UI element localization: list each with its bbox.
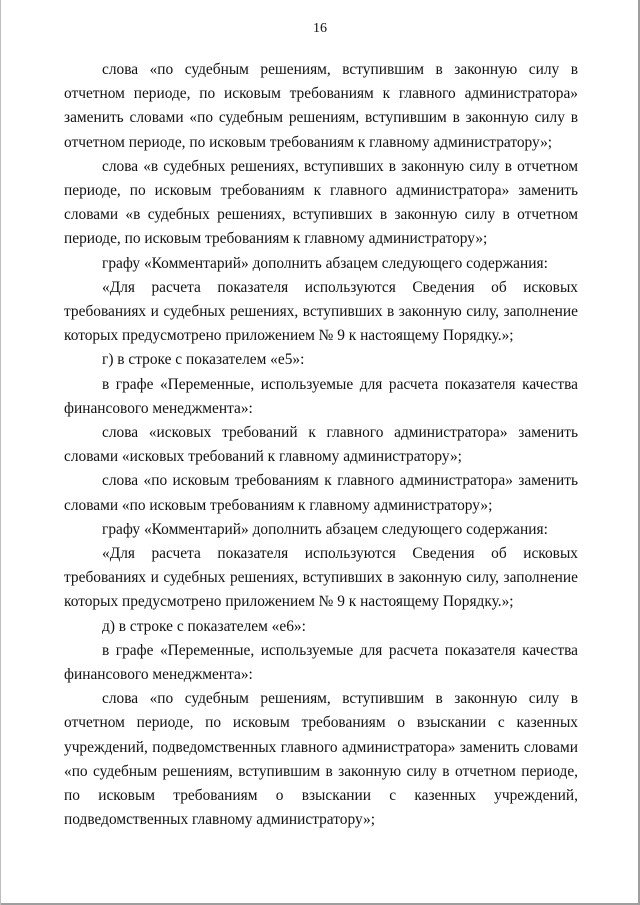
paragraph: «Для расчета показателя используются Сведения об исковых требованиях и судебных решениях, вступивших в законную силу, заполнение которых предусмотрено приложением № 9 к настоящему Порядку.»; — [64, 278, 578, 345]
paragraph: слова «в судебных решениях, вступивших в законную силу в отчетном периоде, по исковым требованиям к главного администратора» заменить словами «в судебных решениях, вступивших в законную силу в отчетном периоде, по исковым требованиям к главному администратору»; — [64, 157, 578, 248]
paragraph: графу «Комментарий» дополнить абзацем следующего содержания: — [102, 254, 548, 272]
paragraph: в графе «Переменные, используемые для расчета показателя качества финансового менеджмента»: — [64, 641, 578, 684]
paragraph: в графе «Переменные, используемые для расчета показателя качества финансового менеджмента»: — [64, 375, 578, 417]
paragraph: слова «исковых требований к главного администратора» заменить словами «исковых требований к главному администратору»; — [64, 424, 578, 466]
paragraph: графу «Комментарий» дополнить абзацем следующего содержания: — [102, 520, 548, 538]
paragraph: слова «по исковым требованиям к главного администратора» заменить словами «по исковым требованиям к главному администратору»; — [64, 472, 578, 514]
paragraph: слова «по судебным решениям, вступившим в законную силу в отчетном периоде, по исковым требованиям о взыскании с казенных учреждений, подведомственных главного администратора» заменить словами «по судебным решениям, вступившим в законную силу в отчетном периоде, по исковым требованиям о взыскании с казенных учреждений, подведомственных главному администратору»; — [64, 690, 578, 829]
paragraph: г) в строке с показателем «е5»: — [102, 351, 305, 369]
paragraph: слова «по судебным решениям, вступившим в законную силу в отчетном периоде, по исковым требованиям к главного администратора» заменить словами «по судебным решениям, вступившим в законную силу в отчетном периоде, по исковым требованиям к главному администратору»; — [64, 61, 578, 151]
page-number: 16 — [313, 21, 327, 36]
paragraph: «Для расчета показателя используются Сведения об исковых требованиях и судебных решениях, вступивших в законную силу, заполнение которых предусмотрено приложением № 9 к настоящему Порядку.»; — [64, 545, 578, 611]
document-body — [64, 58, 578, 833]
paragraph: д) в строке с показателем «е6»: — [102, 617, 306, 635]
